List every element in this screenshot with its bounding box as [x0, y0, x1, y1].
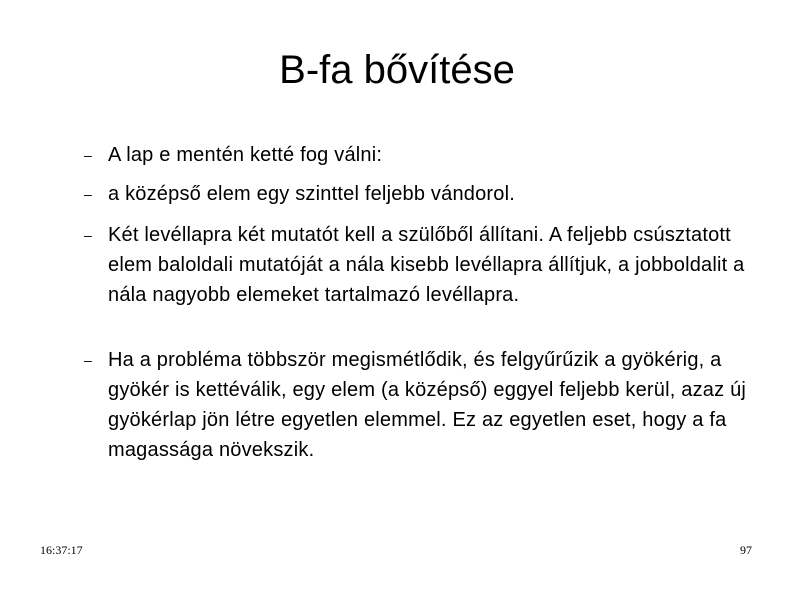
- bullet-dash-icon: –: [84, 227, 92, 243]
- bullet-text: Ha a probléma többször megismétlődik, és felgyűrűzik a gyökérig, a gyökér is kettéválik, egy elem (a középső) eggyel feljebb kerül, azaz új gyökérlap jön létre egyetlen elemmel. Ez az egyetlen eset, hogy a fa magassága növekszik.: [108, 349, 747, 461]
- bullet-text: Két levéllapra két mutatót kell a szülőből állítani. A feljebb csúsztatott elem baloldali mutatóját a nála kisebb levéllapra állítjuk, a jobboldalit a nála nagyobb elemeket tartalmazó levéllapra.: [108, 224, 745, 306]
- bullet-dash-icon: –: [84, 186, 92, 202]
- footer-page-number: 97: [740, 543, 752, 557]
- slide-title: B-fa bővítése: [279, 48, 515, 92]
- bullet-item: [84, 345, 764, 495]
- bullet-text: A lap e mentén ketté fog válni:: [108, 144, 383, 166]
- footer-timestamp: 16:37:17: [40, 543, 83, 557]
- bullet-item: [84, 220, 764, 340]
- bullet-text: a középső elem egy szinttel feljebb vándorol.: [108, 183, 516, 205]
- bullet-item: [84, 179, 764, 209]
- bullet-dash-icon: –: [84, 352, 92, 368]
- bullet-item: [84, 140, 764, 170]
- bullet-dash-icon: –: [84, 147, 92, 163]
